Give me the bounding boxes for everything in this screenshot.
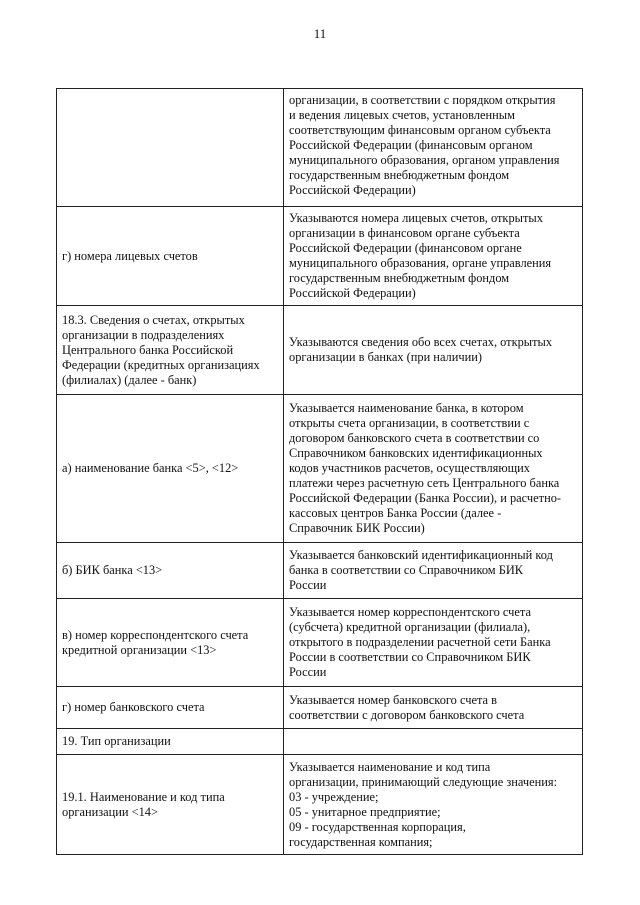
table-row xyxy=(57,599,583,687)
page-number: 11 xyxy=(313,26,327,41)
field-description-cell: Указываются номера лицевых счетов, открытых организации в финансовом органе субъекта Российской Федерации (финансовом органе муниципального образования, органе управления государственным внебюджетным фондом Российской Федерации) xyxy=(284,207,583,306)
field-description-cell: Указывается номер корреспондентского счета (субсчета) кредитной организации (филиала), открытого в подразделении расчетной сети Банка России в соответствии со Справочником БИК России xyxy=(284,599,583,687)
field-description-cell xyxy=(284,729,583,755)
field-description-cell: Указывается банковский идентификационный код банка в соответствии со Справочником БИК России xyxy=(284,543,583,599)
field-name-cell: 18.3. Сведения о счетах, открытых организации в подразделениях Центрального банка Российской Федерации (кредитных организациях (филиалах) (далее - банк) xyxy=(57,306,284,395)
requirements-table xyxy=(56,88,583,855)
table-row xyxy=(57,395,583,543)
field-name-cell: г) номер банковского счета xyxy=(57,687,284,729)
table-row xyxy=(57,89,583,207)
field-name-cell: г) номера лицевых счетов xyxy=(57,207,284,306)
field-description-cell: организации, в соответствии с порядком открытия и ведения лицевых счетов, установленным соответствующим финансовым органом субъекта Российской Федерации (финансовым органом муниципального образования, органом управления государственным внебюджетным фондом Российской Федерации) xyxy=(284,89,583,207)
table-row xyxy=(57,543,583,599)
field-name-cell xyxy=(57,89,284,207)
field-description-cell: Указываются сведения обо всех счетах, открытых организации в банках (при наличии) xyxy=(284,306,583,395)
section-heading-cell: 19. Тип организации xyxy=(57,729,284,755)
table-row xyxy=(57,729,583,755)
field-name-cell: б) БИК банка <13> xyxy=(57,543,284,599)
field-name-cell: 19.1. Наименование и код типа организации <14> xyxy=(57,755,284,855)
field-description-cell: Указывается номер банковского счета в соответствии с договором банковского счета xyxy=(284,687,583,729)
table-row xyxy=(57,687,583,729)
field-description-cell: Указывается наименование банка, в котором открыты счета организации, в соответствии с договором банковского счета в соответствии со Справочником банковских идентификационных кодов участников расчетов, осуществляющих платежи через расчетную сеть Центрального банка Российской Федерации (Банка России), и расчетно- кассовых центров Банка России (далее - Справочник БИК России) xyxy=(284,395,583,543)
field-name-cell: в) номер корреспондентского счета кредитной организации <13> xyxy=(57,599,284,687)
table-row xyxy=(57,755,583,855)
field-name-cell: а) наименование банка <5>, <12> xyxy=(57,395,284,543)
table-row xyxy=(57,207,583,306)
field-description-cell: Указывается наименование и код типа организации, принимающий следующие значения: 03 - учреждение; 05 - унитарное предприятие; 09 - государственная корпорация, государственная компания; xyxy=(284,755,583,855)
table-row xyxy=(57,306,583,395)
